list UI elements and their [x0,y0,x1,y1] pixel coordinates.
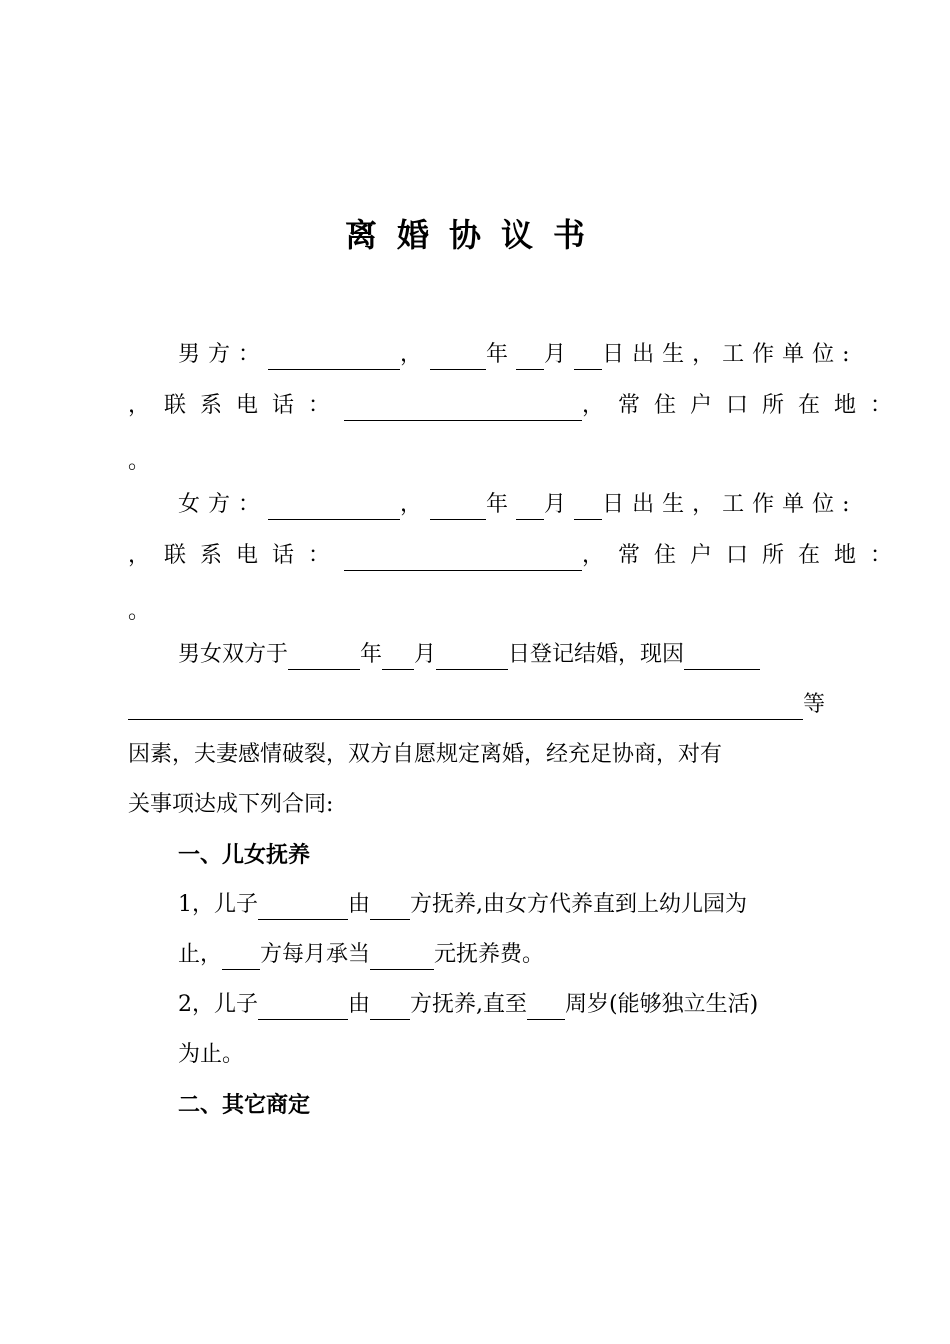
female-end: 。 [128,599,151,624]
son-1-party-blank[interactable] [370,895,410,920]
son-1-name-blank[interactable] [258,895,348,920]
female-line-2 [128,541,906,571]
son-2-age-blank[interactable] [527,995,565,1020]
female-birth-year-blank[interactable] [430,495,486,520]
section-1-heading: 一、儿女抚养 [178,842,311,868]
female-birth-day-blank[interactable] [574,495,602,520]
female-residence-label: ，常住户口所在地： [582,543,907,568]
section-1-item-2-cont: 为止。 [178,1042,245,1067]
male-birth-day-blank[interactable] [574,345,602,370]
female-name-blank[interactable] [268,495,400,520]
male-line-1: 男方： ， 年 月 日出生，工作单位: [178,340,858,370]
female-phone-label: ，联系电话： [128,543,345,568]
male-name-blank[interactable] [268,345,400,370]
female-birth-month-blank[interactable] [516,495,544,520]
document-title: 离婚协议书 [344,216,605,254]
section-1-item-1-cont: 止， 方每月承当 元抚养费。 [178,940,544,970]
marriage-line-1: 男女双方于 年 月 日登记结婚，现因 [178,640,760,670]
male-phone-blank[interactable] [344,396,582,421]
marriage-line-3: 因素，夫妻感情破裂，双方自愿规定离婚，经充足协商，对有 [128,742,723,767]
marriage-line-4: 关事项达成下列合同: [128,792,334,817]
marriage-year-blank[interactable] [288,645,360,670]
divorce-reason-blank-2[interactable] [128,695,803,720]
marriage-line-2: 等 [128,690,825,720]
support-party-blank[interactable] [222,945,260,970]
male-line-2 [128,391,906,421]
section-1-item-2: 2，儿子 由 方抚养,直至 周岁(能够独立生活) [178,990,758,1020]
male-end: 。 [128,449,151,474]
male-phone-label: ，联系电话： [128,393,345,418]
son-2-party-blank[interactable] [370,995,410,1020]
female-line-1: 女方： ， 年 月 日出生，工作单位: [178,490,858,520]
son-2-name-blank[interactable] [258,995,348,1020]
support-amount-blank[interactable] [370,945,434,970]
male-birth-year-blank[interactable] [430,345,486,370]
divorce-reason-blank-1[interactable] [684,645,760,670]
male-residence-label: ，常住户口所在地： [582,393,907,418]
section-1-item-1: 1，儿子 由 方抚养,由女方代养直到上幼儿园为 [178,890,747,920]
male-birth-month-blank[interactable] [516,345,544,370]
male-label: 男方： [178,342,269,367]
female-phone-blank[interactable] [344,546,582,571]
marriage-month-blank[interactable] [382,645,414,670]
section-2-heading: 二、其它商定 [178,1092,311,1118]
female-label: 女方： [178,492,269,517]
marriage-day-blank[interactable] [436,645,508,670]
